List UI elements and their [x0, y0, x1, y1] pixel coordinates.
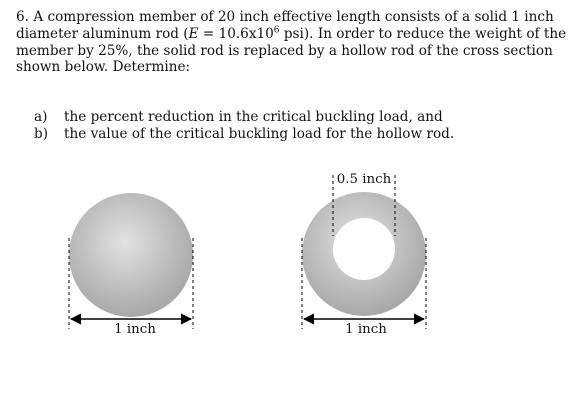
solid-rod-circle	[69, 193, 193, 317]
problem-number: 6.	[16, 9, 29, 25]
solid-rod-dimension-label: 1 inch	[114, 322, 156, 337]
problem-text-part2: psi). In order to reduce the weight of the member by 25%, the solid rod is replaced by a hollow rod of the cross section shown below. Determine:	[16, 25, 567, 76]
modulus-symbol: E	[188, 25, 199, 42]
modulus-exponent: 6	[273, 25, 280, 36]
modulus-value: = 10.6x10	[198, 25, 274, 42]
hollow-rod-inner-hole	[333, 218, 395, 280]
question-text-b: the value of the critical buckling load for the hollow rod.	[64, 126, 455, 142]
problem-text-part1: A compression member of 20 inch effective length consists of a solid 1 inch diameter aluminum rod (	[16, 9, 554, 42]
solid-rod-section	[69, 193, 193, 337]
hollow-rod-outer-dimension-label: 1 inch	[345, 322, 387, 337]
question-letter-b: b)	[34, 126, 49, 142]
question-letter-a: a)	[34, 109, 48, 125]
hollow-rod-section	[302, 172, 426, 337]
hollow-rod-inner-dimension-label: 0.5 inch	[336, 172, 392, 187]
question-text-a: the percent reduction in the critical buckling load, and	[64, 109, 443, 125]
